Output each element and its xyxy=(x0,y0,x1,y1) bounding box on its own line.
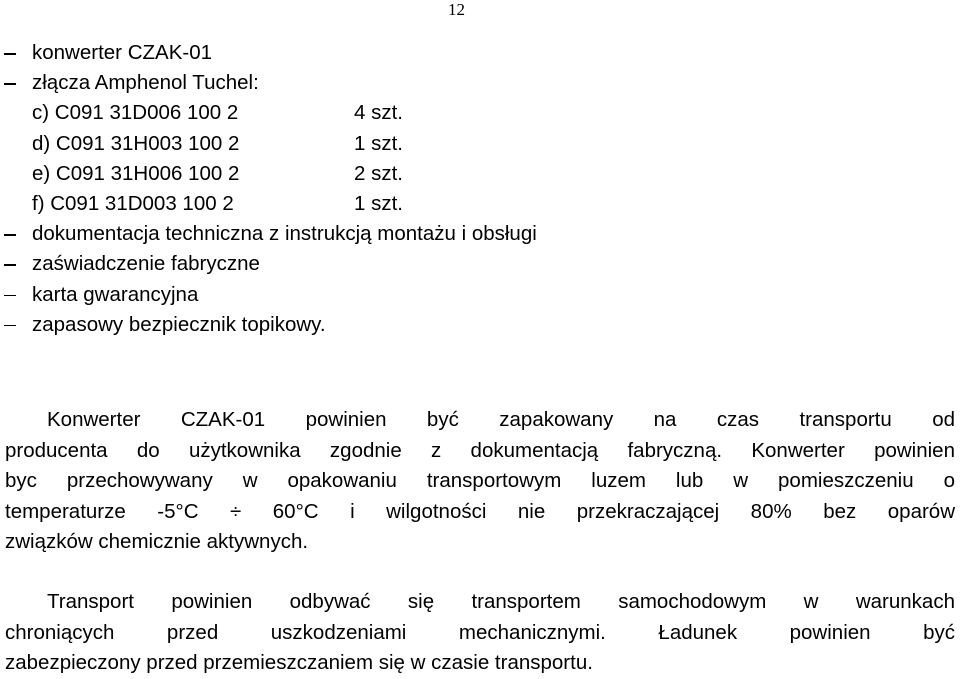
dash-bullet-icon xyxy=(4,234,16,236)
connector-code: c) C091 31D006 100 2 xyxy=(32,101,239,125)
transport-paragraph xyxy=(5,587,955,679)
list-item-text: zapasowy bezpiecznik topikowy. xyxy=(32,312,326,336)
dash-bullet-icon xyxy=(4,295,16,297)
list-item xyxy=(0,68,960,98)
list-item-text: zaświadczenie fabryczne xyxy=(32,252,260,276)
list-item xyxy=(0,219,960,249)
dash-bullet-icon xyxy=(4,53,16,55)
list-item xyxy=(0,280,960,310)
list-item xyxy=(0,38,960,68)
paragraph-line: byc przechowywany w opakowaniu transportowym luzem lub w pomieszczeniu o xyxy=(5,469,955,493)
connector-quantity: 1 szt. xyxy=(354,191,403,215)
storage-paragraph xyxy=(5,405,955,558)
paragraph-line: Transport powinien odbywać się transportem samochodowym w warunkach xyxy=(47,590,955,613)
dash-bullet-icon xyxy=(4,325,16,327)
list-item xyxy=(0,310,960,340)
contents-list xyxy=(0,38,960,340)
paragraph-line: Konwerter CZAK-01 powinien być zapakowany na czas transportu od xyxy=(47,408,955,431)
sub-list-item xyxy=(0,129,960,159)
list-item-text: karta gwarancyjna xyxy=(32,282,199,306)
paragraph-line: chroniących przed uszkodzeniami mechanicznymi. Ładunek powinien być xyxy=(5,620,955,644)
paragraph-line: temperaturze -5°C ÷ 60°C i wilgotności nie przekraczającej 80% bez oparów xyxy=(5,499,955,523)
paragraph-line: zabezpieczony przed przemieszczaniem się w czasie transportu. xyxy=(5,651,593,675)
connector-code: f) C091 31D003 100 2 xyxy=(32,191,234,215)
list-item-text: konwerter CZAK-01 xyxy=(32,41,213,64)
page-number: 12 xyxy=(448,0,465,19)
dash-bullet-icon xyxy=(4,83,16,85)
dash-bullet-icon xyxy=(4,264,16,266)
connector-code: d) C091 31H003 100 2 xyxy=(32,131,240,155)
list-item-text: złącza Amphenol Tuchel: xyxy=(32,71,259,95)
connector-quantity: 4 szt. xyxy=(354,101,403,125)
list-item-text: dokumentacja techniczna z instrukcją montażu i obsługi xyxy=(32,222,537,246)
paragraph-line: producenta do użytkownika zgodnie z dokumentacją fabryczną. Konwerter powinien xyxy=(5,438,955,462)
connector-code: e) C091 31H006 100 2 xyxy=(32,161,240,185)
connector-quantity: 2 szt. xyxy=(354,161,403,185)
sub-list-item xyxy=(0,189,960,219)
paragraph-line: związków chemicznie aktywnych. xyxy=(5,530,309,554)
connector-quantity: 1 szt. xyxy=(354,131,403,155)
list-item xyxy=(0,249,960,279)
sub-list-item xyxy=(0,159,960,189)
sub-list-item xyxy=(0,98,960,128)
